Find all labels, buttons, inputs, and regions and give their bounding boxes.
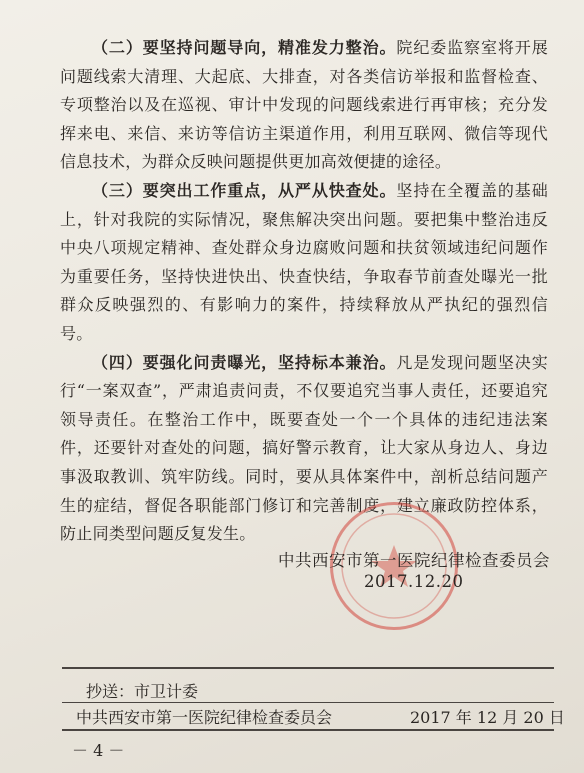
body-text [60, 34, 548, 549]
paragraph-4-text: 凡是发现问题坚决实行“一案双查”，严肃追责问责，不仅要追究当事人责任，还要追究领导责任。在整治工作中，既要查处一个一个具体的违纪违法案件，还要针对查处的问题，搞好警示教育，让大家从身边人、身边事汲取教训、筑牢防线。同时，要从具体案件中，剖析总结问题产生的症结，督促各职能部门修订和完善制度，建立廉政防控体系，防止同类型问题反复发生。 [60, 352, 548, 544]
paragraph-3 [60, 177, 548, 349]
signature-organization: 中共西安市第一医院纪律检查委员会 [278, 551, 550, 570]
paragraph-4-lead: （四）要强化问责曝光，坚持标本兼治。 [92, 352, 397, 372]
paragraph-3-lead: （三）要突出工作重点，从严从快查处。 [92, 180, 397, 200]
paragraph-2-text: 院纪委监察室将开展问题线索大清理、大起底、大排查，对各类信访举报和监督检查、专项整治以及在巡视、审计中发现的问题线索进行再审核；充分发挥来电、来信、来访等信访主渠道作用，利用互联网、微信等现代信息技术，为群众反映问题提供更加高效便捷的途径。 [60, 38, 548, 172]
issuer-name: 中共西安市第一医院纪律检查委员会 [76, 708, 333, 727]
footer-bottom-rule [62, 729, 554, 731]
paragraph-2 [60, 34, 548, 177]
paragraph-3-text: 坚持在全覆盖的基础上，针对我院的实际情况，聚焦解决突出问题。要把集中整治违反中央八项规定精神、查处群众身边腐败问题和扶贫领域违纪问题作为重要任务，坚持快进快出、快查快结，争取春节前查处曝光一批群众反映强烈的、有影响力的案件，持续释放从严执纪的强烈信号。 [60, 180, 548, 343]
paragraph-4 [60, 349, 548, 549]
signature-date: 2017.12.20 [364, 572, 464, 591]
page-number: － 4 － [72, 741, 125, 760]
cc-line: 抄送：市卫计委 [86, 682, 199, 701]
footer-middle-rule [62, 702, 554, 703]
issue-date: 2017 年 12 月 20 日 [410, 708, 565, 727]
paragraph-2-lead: （二）要坚持问题导向，精准发力整治。 [92, 38, 397, 57]
footer-top-rule [62, 667, 554, 669]
